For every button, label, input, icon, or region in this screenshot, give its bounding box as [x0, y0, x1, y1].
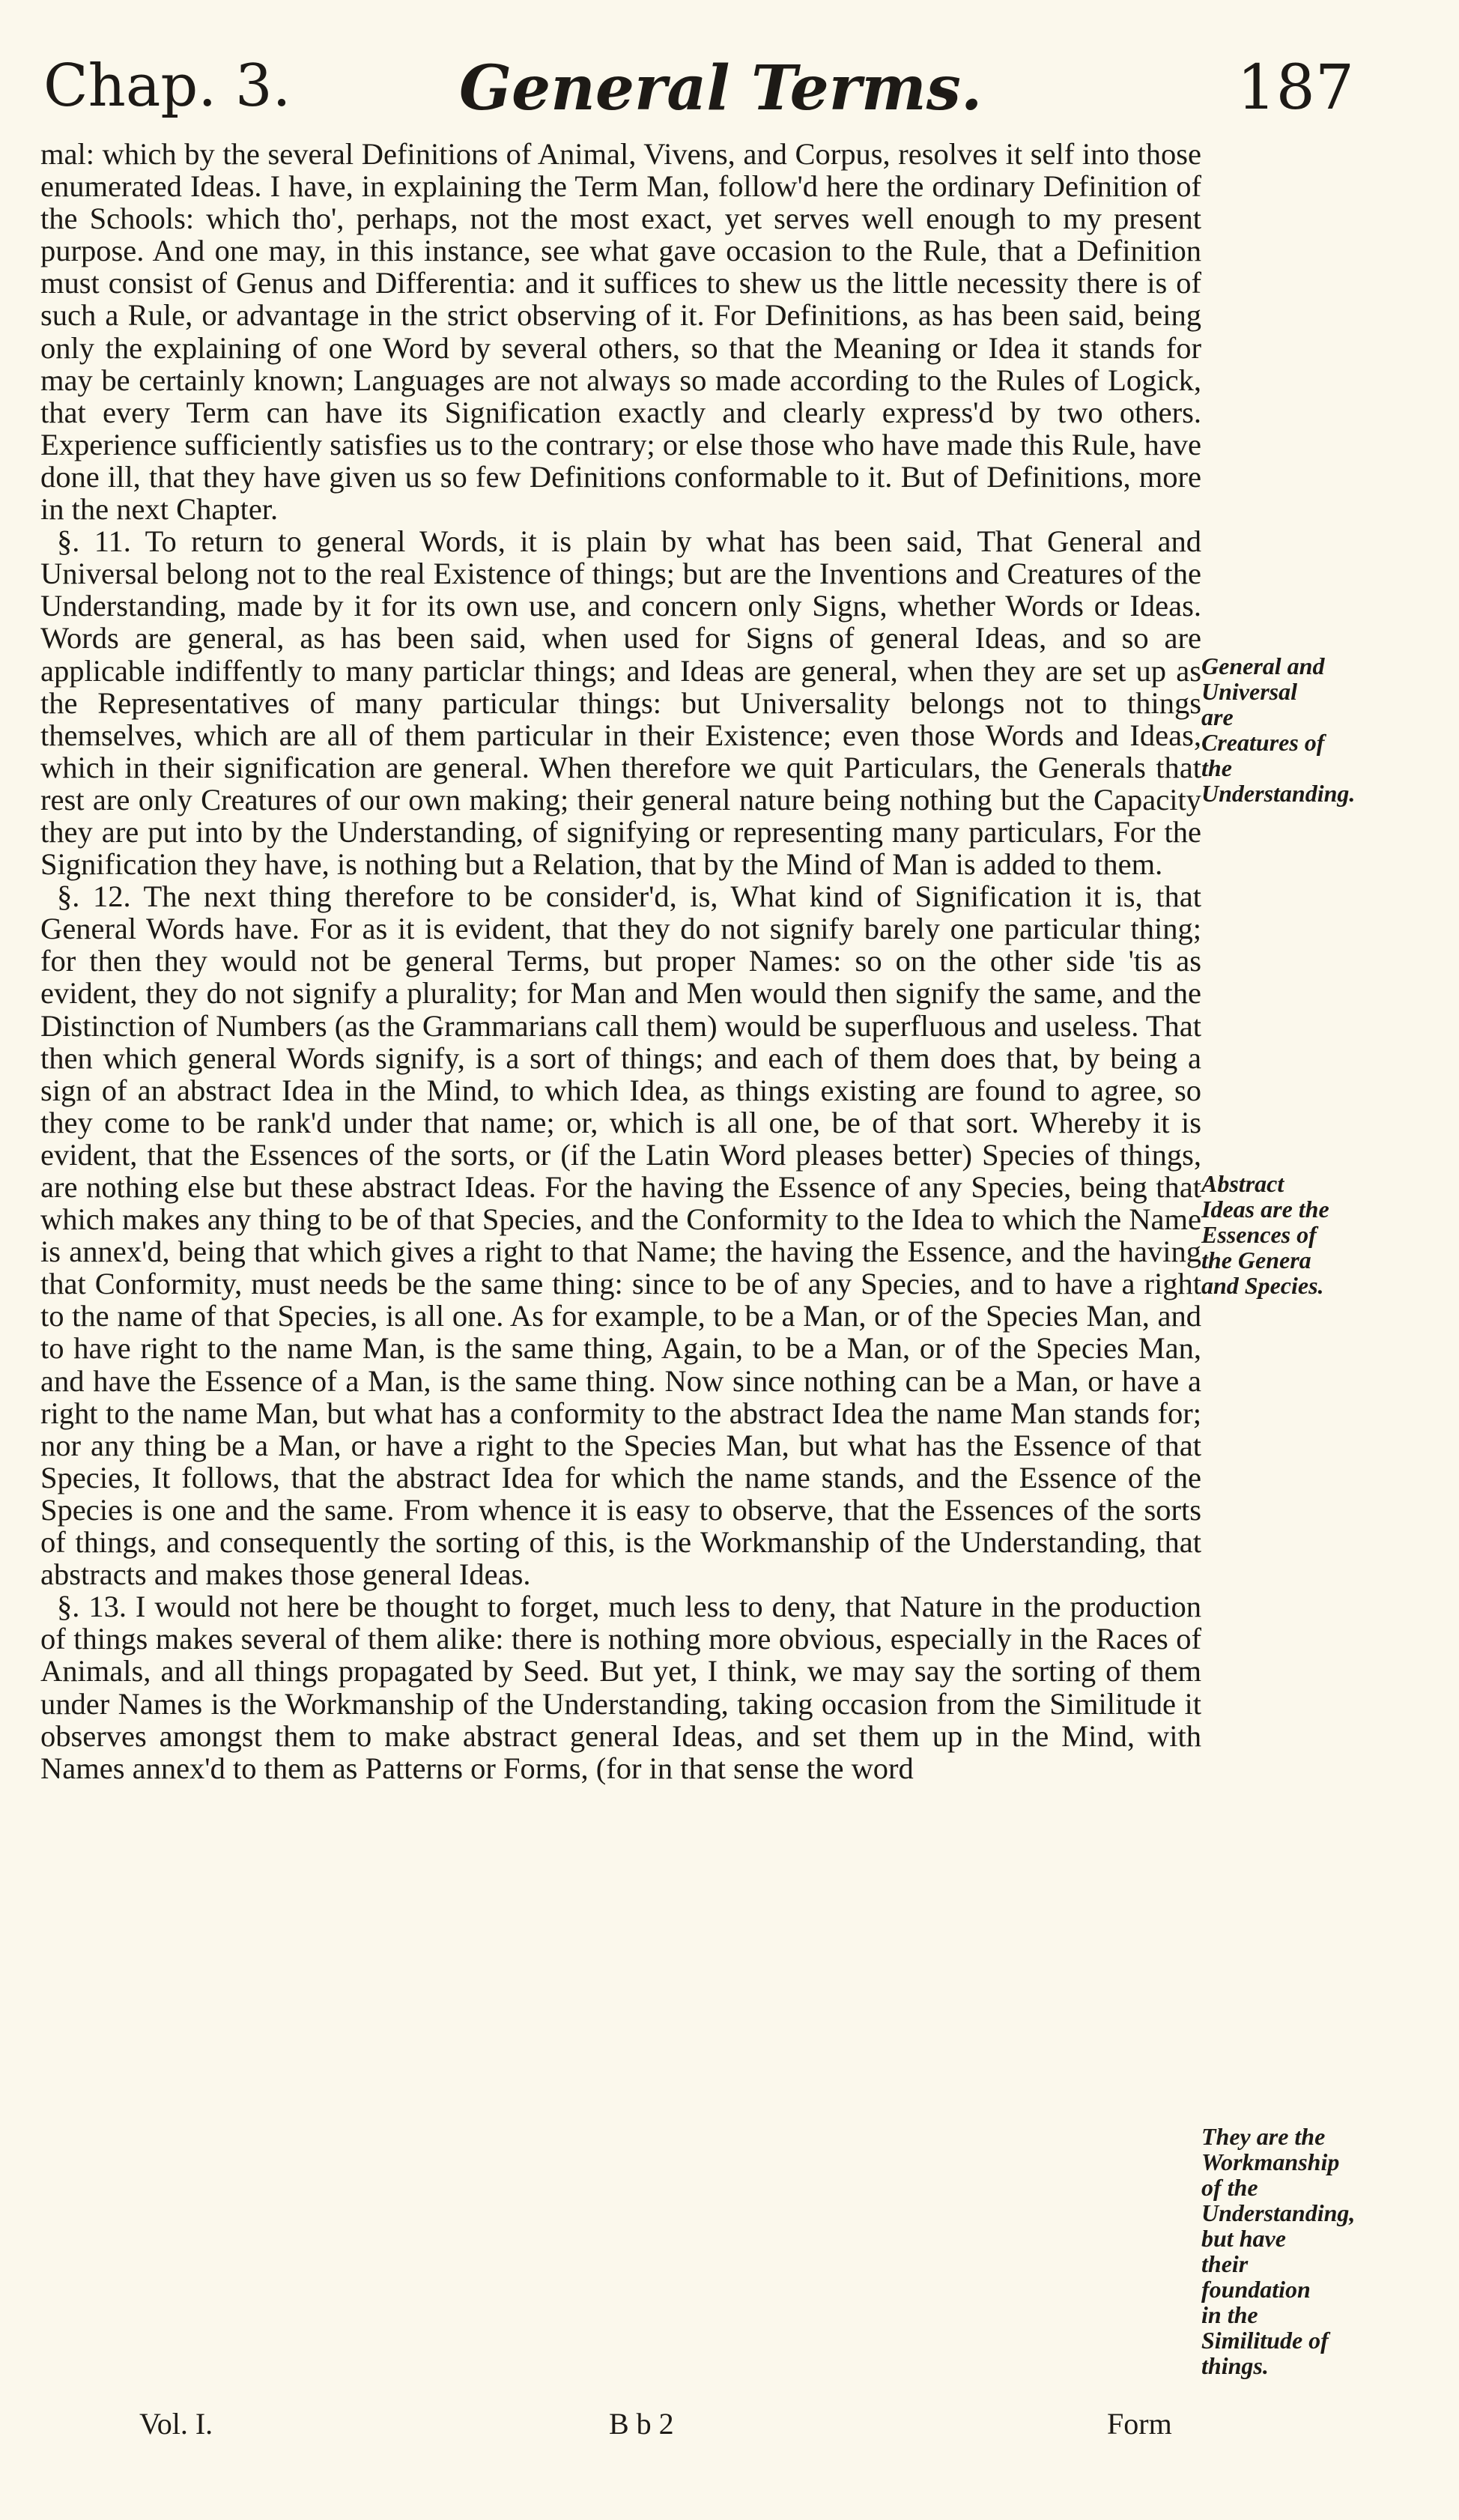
- signature-mark: B b 2: [609, 2407, 674, 2441]
- paragraph-section-12: §. 12. The next thing therefore to be consider'd, is, What kind of Signification it is, that General Words have. For as it is evident, that they do not signify barely one particular thing; for then they would not be general Terms, but proper Names: so on the other side 'tis as evident, they do not signify a plurality; for Man and Men would then signify the same, and the Distinction of Numbers (as the Grammarians call them) would be superfluous and useless. That then which general Words signify, is a sort of things; and each of them does that, by being a sign of an abstract Idea in the Mind, to which Idea, as things existing are found to agree, so they come to be rank'd under that name; or, which is all one, be of that sort. Whereby it is evident, that the Essences of the sorts, or (if the Latin Word pleases better) Species of things, are nothing else but these abstract Ideas. For the having the Essence of any Species, being that which makes any thing to be of that Species, and the Conformity to the Idea to which the Name is annex'd, being that which gives a right to that Name; the having the Essence, and the having that Conformity, must needs be the same thing: since to be of any Species, and to have a right to the name of that Species, is all one. As for example, to be a Man, or of the Species Man, and to have right to the name Man, is the same thing, Again, to be a Man, or of the Species Man, and have the Essence of a Man, is the same thing. Now since nothing can be a Man, or have a right to the name Man, but what has a conformity to the abstract Idea the name Man stands for; nor any thing be a Man, or have a right to the Species Man, but what has the Essence of that Species, It follows, that the abstract Idea for which the name stands, and the Essence of the Species is one and the same. From whence it is easy to observe, that the Essences of the sorts of things, and consequently the sorting of this, is the Workmanship of the Understanding, that abstracts and makes those general Ideas.: [40, 879, 1201, 1592]
- margin-note-general-universal: General and Universal are Creatures of the Understanding.: [1201, 652, 1356, 807]
- page-title: General Terms.: [459, 52, 983, 124]
- catchword: Form: [1107, 2407, 1172, 2441]
- margin-note-abstract-ideas: Abstract Ideas are the Essences of the Genera and Species.: [1201, 1170, 1329, 1299]
- page-footer: [43, 2406, 1332, 2451]
- margin-note-workmanship: They are the Workmanship of the Understanding, but have their foundation in the Similitude of things.: [1201, 2123, 1356, 2379]
- paragraph-section-13: §. 13. I would not here be thought to forget, much less to deny, that Nature in the production of things makes several of them alike: there is nothing more obvious, especially in the Races of Animals, and all things propagated by Seed. But yet, I think, we may say the sorting of them under Names is the Workmanship of the Understanding, taking occasion from the Similitude it observes amongst them to make abstract general Ideas, and set them up in the Mind, with Names annex'd to them as Patterns or Forms, (for in that sense the word: [40, 1590, 1201, 1785]
- paragraph-definitions: mal: which by the several Definitions of Animal, Vivens, and Corpus, resolves it self into those enumerated Ideas. I have, in explaining the Term Man, follow'd here the ordinary Definition of the Schools: which tho', perhaps, not the most exact, yet serves well enough to my present purpose. And one may, in this instance, see what gave occasion to the Rule, that a Definition must consist of Genus and Differentia: and it suffices to shew us the little necessity there is of such a Rule, or advantage in the strict observing of it. For Definitions, as has been said, being only the explaining of one Word by several others, so that the Meaning or Idea it stands for may be certainly known; Languages are not always so made according to the Rules of Logick, that every Term can have its Signification exactly and clearly express'd by two others. Experience sufficiently satisfies us to the contrary; or else those who have made this Rule, have done ill, that they have given us so few Definitions conformable to it. But of Definitions, more in the next Chapter.: [40, 137, 1201, 527]
- body-text: [40, 138, 1201, 1784]
- volume-label: Vol. I.: [139, 2407, 213, 2441]
- page-number: 187: [1237, 52, 1354, 124]
- chapter-label: Chap. 3.: [43, 52, 291, 120]
- running-head: [43, 45, 1354, 127]
- paragraph-section-11: §. 11. To return to general Words, it is plain by what has been said, That General and Universal belong not to the real Existence of things; but are the Inventions and Creatures of the Understanding, made by it for its own use, and concern only Signs, whether Words or Ideas. Words are general, as has been said, when used for Signs of general Ideas, and so are applicable indiffently to many particlar things; and Ideas are general, when they are set up as the Representatives of many particular things: but Universality belongs not to things themselves, which are all of them particular in their Existence; even those Words and Ideas, which in their signification are general. When therefore we quit Particulars, the Generals that rest are only Creatures of our own making; their general nature being nothing but the Capacity they are put into by the Understanding, of signifying or representing many particulars, For the Signification they have, is nothing but a Relation, that by the Mind of Man is added to them.: [40, 524, 1201, 882]
